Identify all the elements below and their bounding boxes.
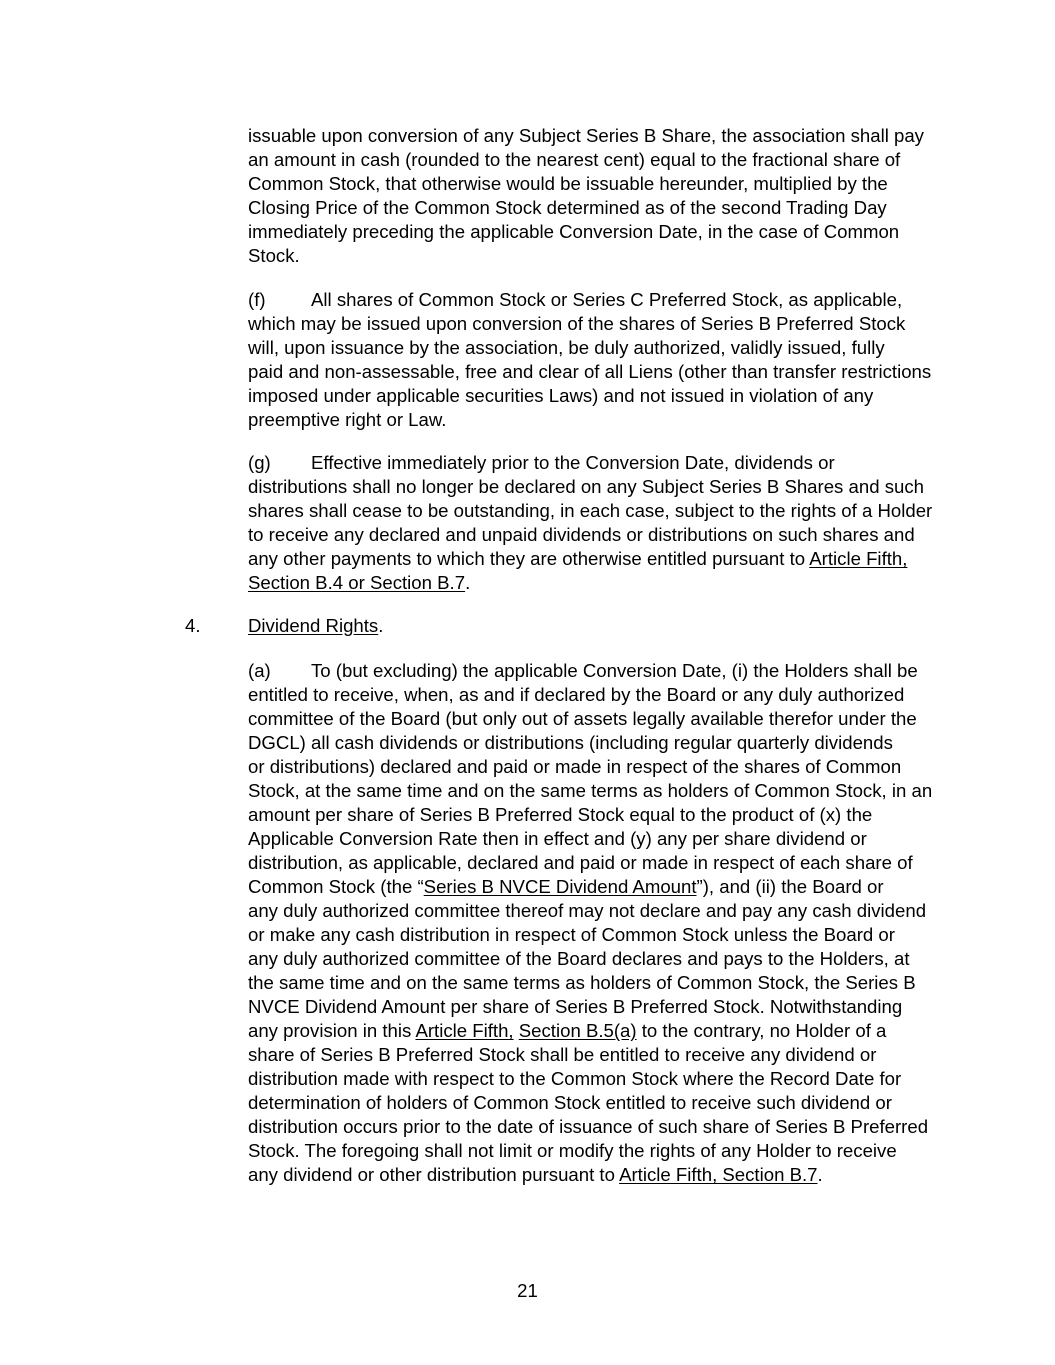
text-run: any dividend or other distribution pursuant to [248,1164,620,1185]
section-number: 4. [185,615,201,636]
text-line: DGCL) all cash dividends or distributions (including regular quarterly dividends [248,732,893,753]
cross-reference-link[interactable]: Section B.5(a) [518,1020,637,1041]
text-line: Closing Price of the Common Stock determined as of the second Trading Day [248,197,887,218]
text-line: distributions shall no longer be declared on any Subject Series B Shares and such [248,476,924,497]
text-run: ”), and (ii) the Board or [696,876,884,897]
paragraph-g [248,451,938,595]
text-line: distribution occurs prior to the date of issuance of such share of Series B Preferred [248,1116,929,1137]
text-run: any other payments to which they are otherwise entitled pursuant to [248,548,810,569]
paragraph-label: (f) [248,289,266,310]
text-line: paid and non-assessable, free and clear of all Liens (other than transfer restrictions [248,361,932,382]
text-line: the same time and on the same terms as holders of Common Stock, the Series B [248,972,916,993]
paragraph-a [248,659,938,1187]
page-number: 21 [517,1280,538,1301]
cross-reference-link[interactable]: Article Fifth, [415,1020,514,1041]
text-line: to receive any declared and unpaid dividends or distributions on such shares and [248,524,915,545]
text-line: any duly authorized committee thereof may not declare and pay any cash dividend [248,900,927,921]
text-line: immediately preceding the applicable Conversion Date, in the case of Common [248,221,900,242]
cross-reference-link[interactable]: Article Fifth, [809,548,908,569]
text-line: Stock. [248,245,300,266]
text-run: Effective immediately prior to the Conversion Date, dividends or [311,452,835,473]
text-line: Stock, at the same time and on the same terms as holders of Common Stock, in an [248,780,933,801]
text-line [248,451,938,475]
text-line: preemptive right or Law. [248,409,447,430]
text-line: imposed under applicable securities Laws) and not issued in violation of any [248,385,874,406]
text-line: committee of the Board (but only out of assets legally available therefor under the [248,708,917,729]
text-line: or make any cash distribution in respect of Common Stock unless the Board or [248,924,895,945]
text-line [248,571,938,595]
text-line: which may be issued upon conversion of the shares of Series B Preferred Stock [248,313,906,334]
text-line: distribution made with respect to the Common Stock where the Record Date for [248,1068,902,1089]
text-run: . [465,572,471,593]
text-line: NVCE Dividend Amount per share of Series B Preferred Stock. Notwithstanding [248,996,903,1017]
text-line: any duly authorized committee of the Board declares and pays to the Holders, at [248,948,910,969]
text-line: determination of holders of Common Stock entitled to receive such dividend or [248,1092,892,1113]
text-line: distribution, as applicable, declared and paid or made in respect of each share of [248,852,913,873]
paragraph-label: (g) [248,452,271,473]
text-line: an amount in cash (rounded to the nearest cent) equal to the fractional share of [248,149,901,170]
paragraph-e-continuation [248,124,938,268]
defined-term: Series B NVCE Dividend Amount [423,876,697,897]
text-line: or distributions) declared and paid or made in respect of the shares of Common [248,756,902,777]
paragraph-f [248,288,938,432]
text-line [248,875,938,899]
cross-reference-link[interactable]: Article Fifth, Section B.7 [619,1164,818,1185]
text-line [248,547,938,571]
text-line: amount per share of Series B Preferred Stock equal to the product of (x) the [248,804,873,825]
section-heading [248,614,383,638]
text-line: entitled to receive, when, as and if declared by the Board or any duly authorized [248,684,905,705]
text-run: To (but excluding) the applicable Conversion Date, (i) the Holders shall be [311,660,918,681]
text-run: All shares of Common Stock or Series C Preferred Stock, as applicable, [311,289,903,310]
text-run: Common Stock (the “ [248,876,424,897]
text-line [248,288,938,312]
text-line [248,1019,938,1043]
text-run: to the contrary, no Holder of a [636,1020,887,1041]
text-line: Applicable Conversion Rate then in effect and (y) any per share dividend or [248,828,867,849]
text-run: any provision in this [248,1020,416,1041]
section-title-period: . [378,615,384,636]
text-line: shares shall cease to be outstanding, in each case, subject to the rights of a Holder [248,500,933,521]
text-line: Common Stock, that otherwise would be issuable hereunder, multiplied by the [248,173,888,194]
text-line [248,1163,938,1187]
paragraph-label: (a) [248,660,271,681]
text-line: will, upon issuance by the association, be duly authorized, validly issued, fully [248,337,885,358]
text-line: share of Series B Preferred Stock shall be entitled to receive any dividend or [248,1044,877,1065]
text-line: issuable upon conversion of any Subject Series B Share, the association shall pay [248,125,924,146]
cross-reference-link[interactable]: Section B.4 or Section B.7 [248,572,466,593]
text-line: Stock. The foregoing shall not limit or modify the rights of any Holder to receive [248,1140,897,1161]
section-title: Dividend Rights [248,615,379,636]
text-line [248,659,938,683]
text-run: . [817,1164,823,1185]
